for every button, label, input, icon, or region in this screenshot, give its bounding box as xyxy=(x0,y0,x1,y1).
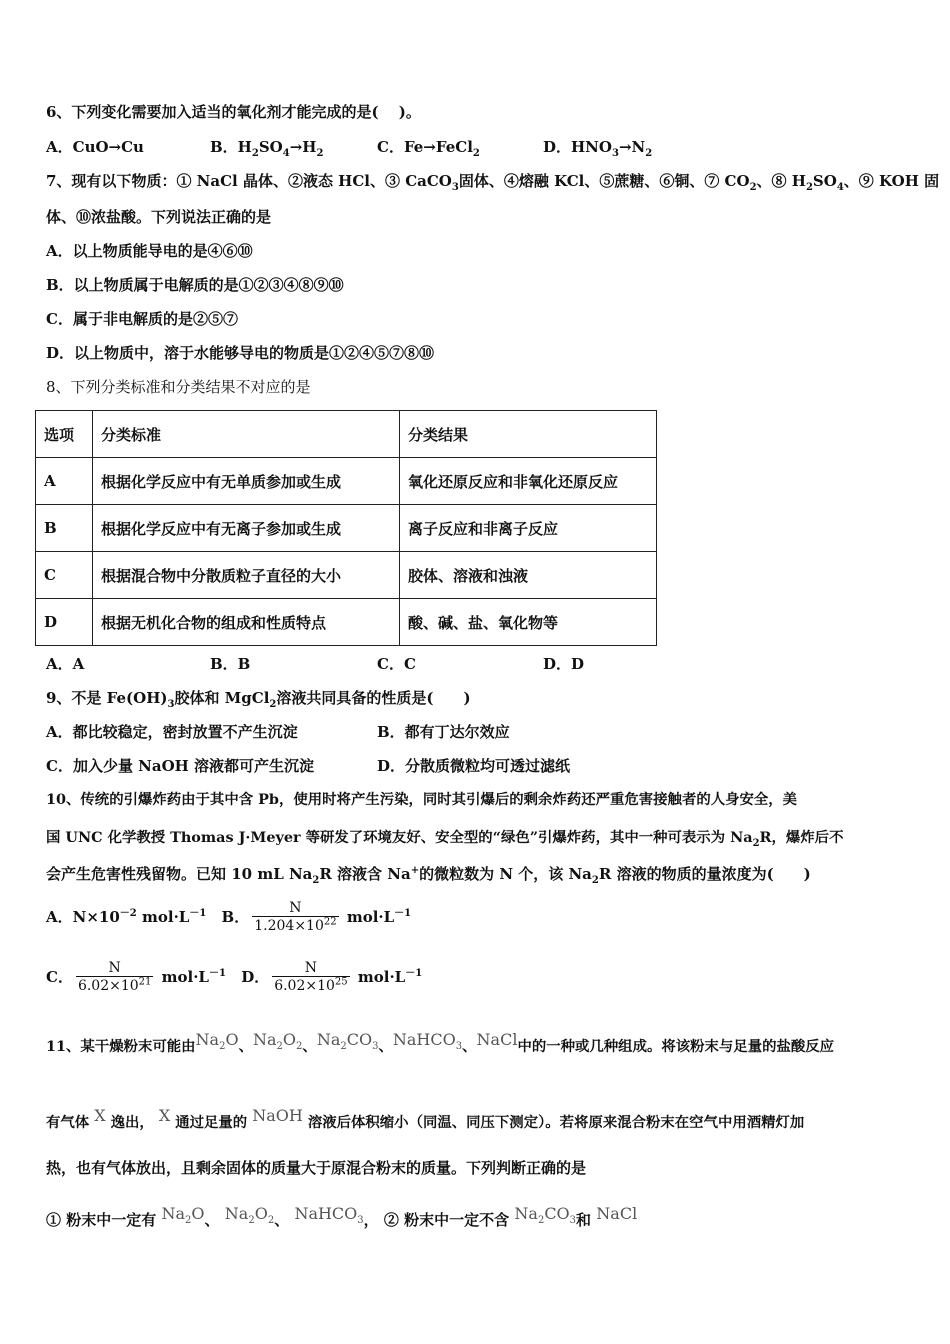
table-cell: 根据混合物中分散质粒子直径的大小 xyxy=(93,552,400,599)
q10-option-a: A．$N\times 10^{-2}$ $mol\cdot L^{-1}$ xyxy=(46,907,207,926)
q8-option-b: B．B xyxy=(210,655,251,673)
table-cell: 胶体、溶液和浊液 xyxy=(400,552,657,599)
classification-table xyxy=(35,410,657,646)
q7-stem-line2: 体、⑩浓盐酸。下列说法正确的是 xyxy=(46,208,272,226)
table-cell: C xyxy=(36,552,93,599)
q8-option-a: A．A xyxy=(46,655,85,673)
table-cell: 酸、碱、盐、氧化物等 xyxy=(400,599,657,646)
table-cell: A xyxy=(36,458,93,505)
q6-option-d: D．$HNO_3\to N_2$ xyxy=(543,138,653,159)
q11-statement-line: ① 粉末中一定有 $Na_2O$、 $Na_2O_2$、 NaHCO$_3$， ② 粉末中一定不含 $Na_2CO_3$和 NaCl xyxy=(46,1204,638,1229)
q7-option-c: C．属于非电解质的是②⑤⑦ xyxy=(46,310,238,328)
table-row xyxy=(36,552,657,599)
table-header-row xyxy=(36,411,657,458)
q11-stem-line3: 热，也有气体放出，且剩余固体的质量大于原混合粉末的质量。下列判断正确的是 xyxy=(46,1159,587,1177)
q7-option-a: A．以上物质能导电的是④⑥⑩ xyxy=(46,242,253,260)
table-row xyxy=(36,599,657,646)
q10-option-c: C． $\frac{N}{6.02\times 10^{21}}$ $mol\cdot L^{-1}$ xyxy=(46,960,226,994)
q11-stem-line1: 11、某干燥粉末可能由$Na_2O$、$Na_2O_2$、$Na_2CO_3$、NaHCO$_3$、NaCl中的一种或几种组成。将该粉末与足量的盐酸反应 xyxy=(46,1030,835,1055)
q10-stem-line2: 国 UNC 化学教授 Thomas J·Meyer 等研发了环境友好、安全型的“绿色”引爆炸药，其中一种可表示为 $Na_2R$，爆炸后不 xyxy=(46,829,844,849)
q9-option-c: C．加入少量 NaOH 溶液都可产生沉淀 xyxy=(46,757,315,775)
table-cell: 根据化学反应中有无单质参加或生成 xyxy=(93,458,400,505)
table-cell: 根据化学反应中有无离子参加或生成 xyxy=(93,505,400,552)
q10-options-row1 xyxy=(46,900,411,935)
table-cell: 氧化还原反应和非氧化还原反应 xyxy=(400,458,657,505)
q10-stem-line1: 10、传统的引爆炸药由于其中含 Pb，使用时将产生污染，同时其引爆后的剩余炸药还严重危害接触者的人身安全，美 xyxy=(46,791,798,808)
fraction: $\frac{N}{1.204\times 10^{22}}$ xyxy=(254,900,337,934)
q7-option-b: B．以上物质属于电解质的是①②③④⑧⑨⑩ xyxy=(46,276,344,294)
q9-stem: 9、不是 $Fe(OH)_3$胶体和 MgCl$_2$溶液共同具备的性质是( ) xyxy=(46,689,471,710)
table-cell: D xyxy=(36,599,93,646)
q6-option-b: B．$H_2SO_4\to H_2$ xyxy=(210,138,324,159)
table-cell: 离子反应和非离子反应 xyxy=(400,505,657,552)
table-row xyxy=(36,505,657,552)
q6-option-c: C．Fe→FeCl$_2$ xyxy=(377,138,480,159)
fraction: $\frac{N}{6.02\times 10^{25}}$ xyxy=(274,960,348,994)
q10-option-d: D． $\frac{N}{6.02\times 10^{25}}$ $mol\cdot L^{-1}$ xyxy=(241,960,423,994)
q7-option-d: D．以上物质中，溶于水能够导电的物质是①②④⑤⑦⑧⑩ xyxy=(46,344,435,362)
q10-option-b: B． $\frac{N}{1.204\times 10^{22}}$ $mol\cdot L^{-1}$ xyxy=(221,900,412,934)
fraction: $\frac{N}{6.02\times 10^{21}}$ xyxy=(77,960,152,994)
q6-stem: 6、下列变化需要加入适当的氧化剂才能完成的是( )。 xyxy=(46,103,421,121)
q11-stem-line2: 有气体 X 逸出， X 通过足量的 NaOH 溶液后体积缩小（同温、同压下测定）。若将原来混合粉末在空气中用酒精灯加 xyxy=(46,1106,805,1131)
table-cell: B xyxy=(36,505,93,552)
q9-option-a: A．都比较稳定，密封放置不产生沉淀 xyxy=(46,723,298,741)
q10-stem-line3: 会产生危害性残留物。已知 10 mL $Na_2R$ 溶液含 Na+的微粒数为 N 个，该 $Na_2R$ 溶液的物质的量浓度为( ) xyxy=(46,865,811,886)
table-cell: 根据无机化合物的组成和性质特点 xyxy=(93,599,400,646)
q7-stem-line1: 7、现有以下物质：① NaCl 晶体、②液态 HCl、③ CaCO$_3$固体、④熔融 KCl、⑤蔗糖、⑥铜、⑦ $CO_2$、⑧ $H_2SO_4$、⑨ KOH 固 xyxy=(46,172,940,193)
q8-option-d: D．D xyxy=(543,655,585,673)
q8-stem: 8、下列分类标准和分类结果不对应的是 xyxy=(46,378,311,396)
table-row xyxy=(36,458,657,505)
q9-option-d: D．分散质微粒均可透过滤纸 xyxy=(377,757,571,775)
q10-options-row2 xyxy=(46,960,422,995)
q8-option-c: C．C xyxy=(377,655,416,673)
table-header-cell: 选项 xyxy=(36,411,93,458)
q6-option-a: A．CuO→Cu xyxy=(46,138,144,156)
q9-option-b: B．都有丁达尔效应 xyxy=(377,723,510,741)
table-header-cell: 分类标准 xyxy=(93,411,400,458)
table-header-cell: 分类结果 xyxy=(400,411,657,458)
